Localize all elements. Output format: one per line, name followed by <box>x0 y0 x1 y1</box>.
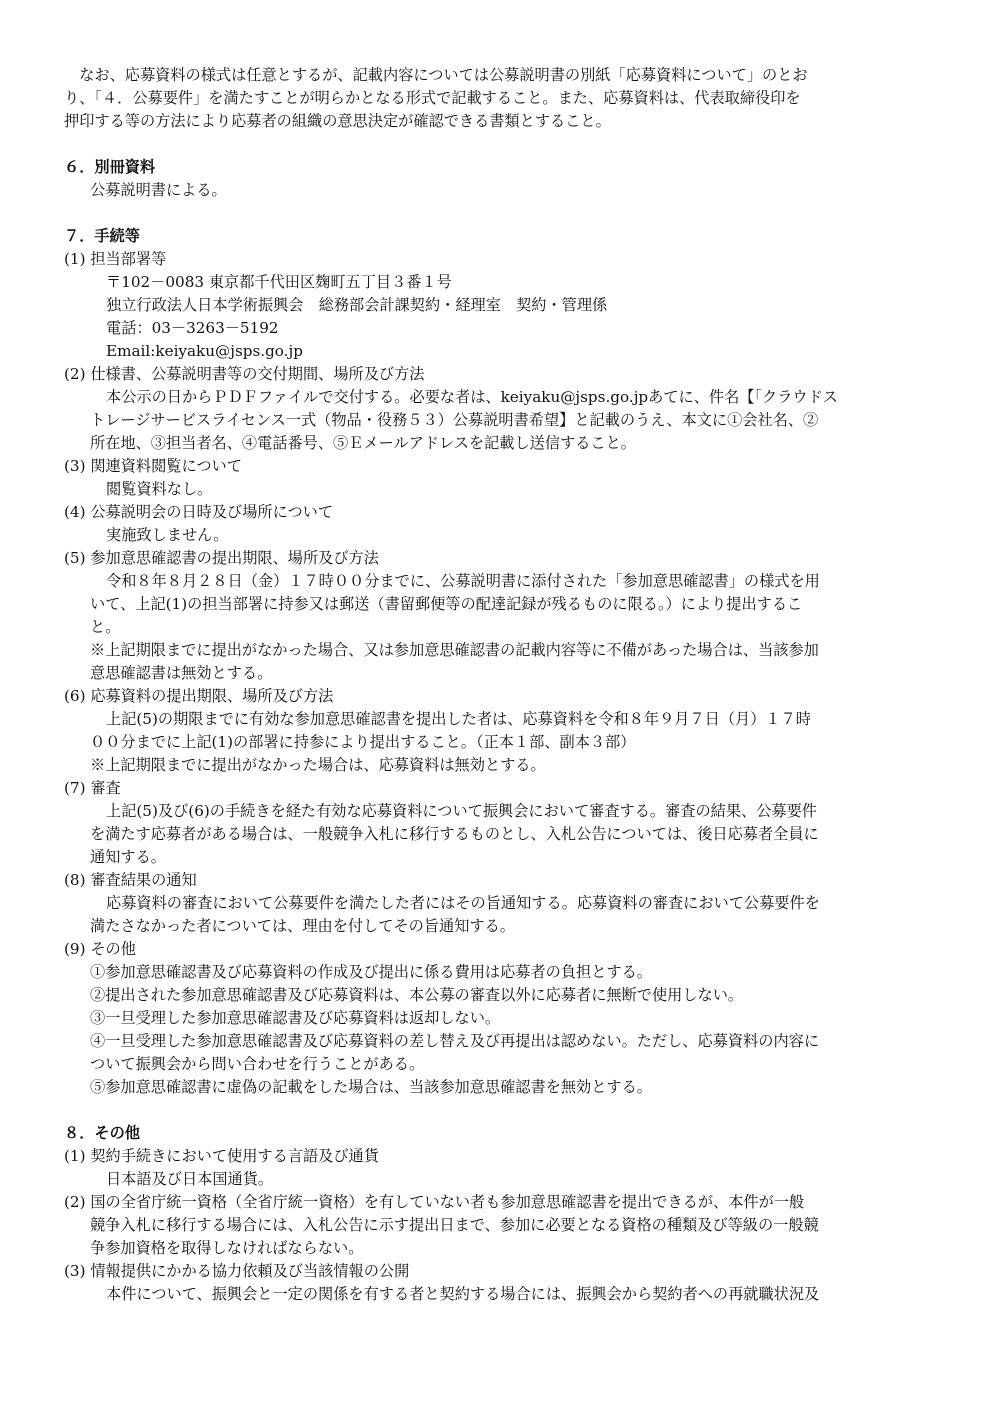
item-title: (2) 仕様書、公募説明書等の交付期間、場所及び方法 <box>64 365 425 383</box>
list-item-continued: ついて振興会から問い合わせを行うことがある。 <box>90 1055 425 1073</box>
item-title: (2) 国の全省庁統一資格（全省庁統一資格）を有していない者も参加意思確認書を提出できるが、本件が一般 <box>64 1193 805 1211</box>
item-7-2 <box>64 363 940 455</box>
text-line: ００分までに上記(1)の部署に持参により提出すること。（正本１部、副本３部） <box>90 733 636 751</box>
text-line: 本件について、振興会と一定の関係を有する者と契約する場合には、振興会から契約者への再就職状況及 <box>106 1285 820 1303</box>
item-8-3 <box>64 1260 940 1306</box>
text-line: 閲覧資料なし。 <box>106 480 213 498</box>
section-6 <box>64 156 940 202</box>
text-line: 〒102－0083 東京都千代田区麹町五丁目３番１号 <box>106 273 452 291</box>
text-line: 争参加資格を取得しなければならない。 <box>90 1239 364 1257</box>
item-7-4 <box>64 501 940 547</box>
section-heading: ８．その他 <box>64 1124 140 1142</box>
item-title: (8) 審査結果の通知 <box>64 871 197 889</box>
item-title: (6) 応募資料の提出期限、場所及び方法 <box>64 687 334 705</box>
intro-paragraph <box>64 64 940 133</box>
item-8-1 <box>64 1145 940 1191</box>
text-line: 押印する等の方法により応募者の組織の意思決定が確認できる書類とすること。 <box>64 112 611 130</box>
item-7-1 <box>64 248 940 363</box>
item-7-3 <box>64 455 940 501</box>
text-line: 満たさなかった者については、理由を付してその旨通知する。 <box>90 917 515 935</box>
text-line: 本公示の日からＰＤＦファイルで交付する。必要な者は、keiyaku@jsps.go.jpあてに、件名【「クラウドス <box>106 388 838 406</box>
text-line: を満たす応募者がある場合は、一般競争入札に移行するものとし、入札公告については、後日応募者全員に <box>90 825 819 843</box>
list-item: ①参加意思確認書及び応募資料の作成及び提出に係る費用は応募者の負担とする。 <box>90 963 652 981</box>
item-8-2 <box>64 1191 940 1260</box>
text-line: 独立行政法人日本学術振興会 総務部会計課契約・経理室 契約・管理係 <box>106 296 608 314</box>
text-line: 通知する。 <box>90 848 166 866</box>
text-line: 日本語及び日本国通貨。 <box>106 1170 274 1188</box>
section-7 <box>64 225 940 1099</box>
item-7-5 <box>64 547 940 685</box>
item-title: (9) その他 <box>64 940 136 958</box>
item-title: (7) 審査 <box>64 779 121 797</box>
note-line: 意思確認書は無効とする。 <box>90 664 273 682</box>
item-title: (1) 契約手続きにおいて使用する言語及び通貨 <box>64 1147 379 1165</box>
text-line: 公募説明書による。 <box>90 181 227 199</box>
document-page <box>64 64 940 1306</box>
list-item: ⑤参加意思確認書に虚偽の記載をした場合は、当該参加意思確認書を無効とする。 <box>90 1078 652 1096</box>
text-line: 競争入札に移行する場合には、入札公告に示す提出日まで、参加に必要となる資格の種類及び等級の一般競 <box>90 1216 819 1234</box>
text-line: 上記(5)の期限までに有効な参加意思確認書を提出した者は、応募資料を令和８年９月７日（月）１７時 <box>106 710 811 728</box>
section-heading: ７．手続等 <box>64 227 140 245</box>
note-line: ※上記期限までに提出がなかった場合は、応募資料は無効とする。 <box>90 756 546 774</box>
text-line: なお、応募資料の様式は任意とするが、記載内容については公募説明書の別紙「応募資料について」のとお <box>64 66 808 84</box>
text-line: 所在地、③担当者名、④電話番号、⑤Ｅメールアドレスを記載し送信すること。 <box>90 434 636 452</box>
note-line: ※上記期限までに提出がなかった場合、又は参加意思確認書の記載内容等に不備があった場合は、当該参加 <box>90 641 819 659</box>
text-line: いて、上記(1)の担当部署に持参又は郵送（書留郵便等の配達記録が残るものに限る。）により提出するこ <box>90 595 803 613</box>
text-line: トレージサービスライセンス一式（物品・役務５３）公募説明書希望】と記載のうえ、本文に①会社名、② <box>90 411 819 429</box>
item-7-6 <box>64 685 940 777</box>
item-title: (3) 情報提供にかかる協力依頼及び当該情報の公開 <box>64 1262 410 1280</box>
email-text: Email:keiyaku@jsps.go.jp <box>106 342 303 360</box>
text-line: と。 <box>90 618 121 636</box>
list-item: ④一旦受理した参加意思確認書及び応募資料の差し替え及び再提出は認めない。ただし、応募資料の内容に <box>90 1032 819 1050</box>
text-line: 応募資料の審査において公募要件を満たした者にはその旨通知する。応募資料の審査において公募要件を <box>106 894 820 912</box>
text-line: 上記(5)及び(6)の手続きを経た有効な応募資料について振興会において審査する。審査の結果、公募要件 <box>106 802 817 820</box>
list-item: ②提出された参加意思確認書及び応募資料は、本公募の審査以外に応募者に無断で使用しない。 <box>90 986 744 1004</box>
text-line: り、「４．公募要件」を満たすことが明らかとなる形式で記載すること。また、応募資料は、代表取締役印を <box>64 89 801 107</box>
item-title: (4) 公募説明会の日時及び場所について <box>64 503 334 521</box>
item-7-7 <box>64 777 940 869</box>
text-line: 電話：03－3263－5192 <box>106 319 279 337</box>
list-item: ③一旦受理した参加意思確認書及び応募資料は返却しない。 <box>90 1009 501 1027</box>
text-line: 実施致しません。 <box>106 526 229 544</box>
item-title: (1) 担当部署等 <box>64 250 167 268</box>
text-line: 令和８年８月２８日（金）１７時００分までに、公募説明書に添付された「参加意思確認書」の様式を用 <box>106 572 820 590</box>
item-title: (5) 参加意思確認書の提出期限、場所及び方法 <box>64 549 379 567</box>
section-heading: ６．別冊資料 <box>64 158 156 176</box>
item-7-9 <box>64 938 940 1099</box>
section-8 <box>64 1122 940 1306</box>
item-7-8 <box>64 869 940 938</box>
item-title: (3) 関連資料閲覧について <box>64 457 242 475</box>
